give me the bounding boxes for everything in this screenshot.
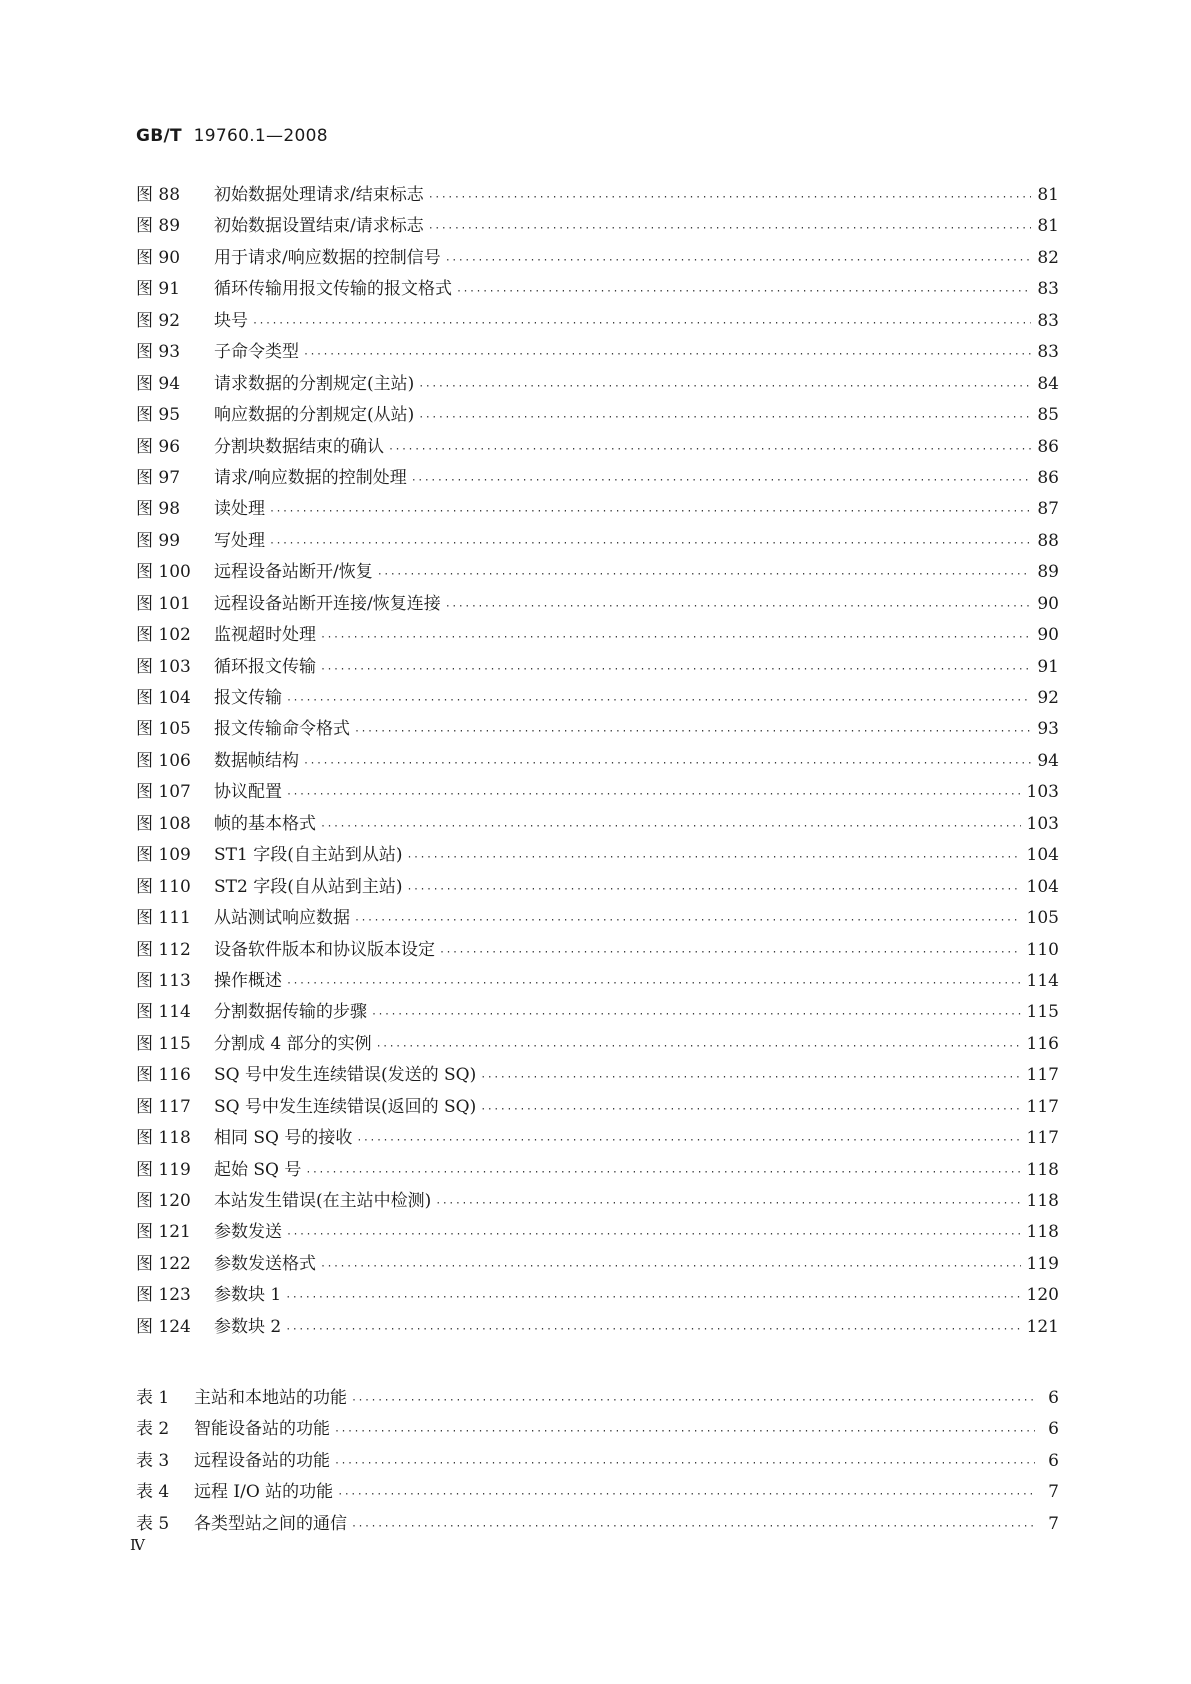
figure-entry[interactable]: [136, 274, 1059, 305]
figure-page: 90: [1037, 625, 1059, 646]
figure-title: 帧的基本格式: [214, 813, 316, 834]
figure-page: 92: [1037, 688, 1059, 708]
dot-leader: [286, 1219, 1021, 1250]
figure-page: 94: [1037, 750, 1059, 771]
figure-label: 图 119: [136, 1159, 191, 1180]
figure-title: SQ 号中发生连续错误(返回的 SQ): [214, 1096, 477, 1117]
figure-page: 91: [1037, 656, 1059, 677]
figure-label: 图 117: [136, 1096, 191, 1117]
dot-leader: [480, 1094, 1020, 1125]
figure-entry[interactable]: [136, 400, 1059, 431]
dot-leader: [428, 213, 1032, 244]
figure-entry[interactable]: [136, 1249, 1059, 1280]
figure-page: 83: [1037, 279, 1059, 300]
figure-title: 子命令类型: [214, 342, 299, 363]
figure-entry[interactable]: [136, 903, 1059, 934]
figure-title: 报文传输: [214, 688, 282, 708]
figure-label: 图 120: [136, 1191, 191, 1211]
figure-page: 117: [1026, 1096, 1059, 1117]
standard-number: 19760.1—2008: [193, 126, 328, 146]
figure-label: 图 88: [136, 185, 181, 205]
figure-entry[interactable]: [136, 211, 1059, 242]
figure-entry[interactable]: [136, 966, 1059, 997]
table-title: 各类型站之间的通信: [194, 1513, 347, 1534]
figure-title: 数据帧结构: [214, 750, 299, 771]
figure-title: 循环传输用报文传输的报文格式: [214, 279, 452, 300]
dot-leader: [334, 1416, 1035, 1447]
figure-entry[interactable]: [136, 809, 1059, 840]
figure-label: 图 94: [136, 373, 181, 394]
figure-label: 图 97: [136, 467, 181, 488]
figure-title: 参数块 2: [214, 1316, 282, 1337]
figure-label: 图 95: [136, 405, 181, 426]
document-header: [136, 126, 328, 146]
figure-entry[interactable]: [136, 935, 1059, 966]
figure-entry[interactable]: [136, 1312, 1059, 1343]
figure-label: 图 96: [136, 436, 181, 457]
figure-label: 图 89: [136, 216, 181, 237]
table-label: 表 1: [136, 1388, 170, 1408]
dot-leader: [418, 371, 1031, 402]
figure-title: 报文传输命令格式: [214, 719, 350, 740]
figure-label: 图 90: [136, 247, 181, 268]
dot-leader: [480, 1062, 1020, 1093]
dot-leader: [406, 842, 1020, 873]
figure-label: 图 98: [136, 499, 181, 520]
figure-page: 115: [1026, 1002, 1059, 1023]
dot-leader: [286, 685, 1031, 716]
dot-leader: [303, 748, 1031, 779]
figure-title: 设备软件版本和协议版本设定: [214, 939, 435, 960]
figure-label: 图 121: [136, 1222, 191, 1243]
figure-entry[interactable]: [136, 746, 1059, 777]
dot-leader: [354, 905, 1021, 936]
dot-leader: [252, 308, 1031, 339]
figure-label: 图 104: [136, 688, 191, 708]
figure-title: 远程设备站断开连接/恢复连接: [214, 593, 441, 614]
figure-entry[interactable]: [136, 369, 1059, 400]
figure-page: 104: [1026, 876, 1059, 897]
figure-title: 分割块数据结束的确认: [214, 436, 384, 457]
figure-entry[interactable]: [136, 1060, 1059, 1091]
dot-leader: [445, 591, 1032, 622]
figure-entry[interactable]: [136, 872, 1059, 903]
figure-entry[interactable]: [136, 1155, 1059, 1186]
figure-title: 分割数据传输的步骤: [214, 1002, 367, 1023]
figure-title: 读处理: [214, 499, 265, 520]
table-page: 6: [1048, 1419, 1059, 1440]
figure-page: 86: [1037, 436, 1059, 457]
figure-entry[interactable]: [136, 306, 1059, 337]
figure-page: 110: [1026, 939, 1059, 960]
figure-page: 118: [1026, 1222, 1059, 1243]
figure-page: 117: [1026, 1128, 1059, 1149]
dot-leader: [377, 559, 1032, 590]
dot-leader: [439, 937, 1021, 968]
figure-page: 118: [1026, 1191, 1059, 1211]
figure-entry[interactable]: [136, 589, 1059, 620]
figure-page: 89: [1037, 562, 1059, 583]
table-title: 远程 I/O 站的功能: [194, 1482, 334, 1503]
figure-title: 用于请求/响应数据的控制信号: [214, 247, 441, 268]
table-list: [136, 1383, 1059, 1540]
table-entry[interactable]: [136, 1383, 1059, 1414]
figure-entry[interactable]: [136, 1217, 1059, 1248]
figure-label: 图 109: [136, 845, 191, 866]
dot-leader: [435, 1188, 1020, 1219]
figure-title: 分割成 4 部分的实例: [214, 1033, 372, 1054]
figure-title: 请求/响应数据的控制处理: [214, 467, 407, 488]
figure-title: 参数发送格式: [214, 1253, 316, 1274]
figure-title: 写处理: [214, 530, 265, 551]
dot-leader: [351, 1385, 1035, 1416]
standard-code: GB/T: [136, 126, 182, 146]
figure-page: 83: [1037, 310, 1059, 331]
figure-label: 图 106: [136, 750, 191, 771]
figure-page: 82: [1037, 247, 1059, 268]
dot-leader: [320, 811, 1021, 842]
dot-leader: [269, 496, 1031, 527]
figure-label: 图 100: [136, 562, 191, 583]
dot-leader: [406, 874, 1020, 905]
figure-label: 图 113: [136, 970, 191, 991]
table-title: 远程设备站的功能: [194, 1450, 330, 1471]
figure-page: 118: [1026, 1159, 1059, 1180]
figure-title: 参数发送: [214, 1222, 282, 1243]
dot-leader: [286, 968, 1021, 999]
figure-label: 图 93: [136, 342, 181, 363]
figure-entry[interactable]: [136, 1186, 1059, 1217]
figure-label: 图 92: [136, 310, 181, 331]
dot-leader: [411, 465, 1032, 496]
figure-page: 116: [1026, 1033, 1059, 1054]
figure-label: 图 103: [136, 656, 191, 677]
figure-page: 114: [1026, 970, 1059, 991]
figure-title: 远程设备站断开/恢复: [214, 562, 373, 583]
figure-label: 图 108: [136, 813, 191, 834]
dot-leader: [418, 402, 1031, 433]
figure-entry[interactable]: [136, 714, 1059, 745]
figure-entry[interactable]: [136, 1029, 1059, 1060]
figure-title: SQ 号中发生连续错误(发送的 SQ): [214, 1065, 477, 1086]
figure-page: 90: [1037, 593, 1059, 614]
dot-leader: [285, 1314, 1020, 1345]
figure-entry[interactable]: [136, 494, 1059, 525]
figure-page: 120: [1026, 1285, 1059, 1306]
figure-title: 块号: [214, 310, 248, 331]
dot-leader: [356, 1125, 1020, 1156]
figure-label: 图 99: [136, 530, 181, 551]
figure-label: 图 112: [136, 939, 191, 960]
table-entry[interactable]: [136, 1414, 1059, 1445]
figure-page: 81: [1037, 185, 1059, 205]
figure-page: 86: [1037, 467, 1059, 488]
dot-leader: [445, 245, 1032, 276]
dot-leader: [334, 1448, 1035, 1479]
figure-entry[interactable]: [136, 1123, 1059, 1154]
table-entry[interactable]: [136, 1509, 1059, 1540]
figure-entry[interactable]: [136, 526, 1059, 557]
figure-label: 图 101: [136, 593, 191, 614]
figure-page: 93: [1037, 719, 1059, 740]
figure-title: 循环报文传输: [214, 656, 316, 677]
table-label: 表 2: [136, 1419, 170, 1440]
figure-page: 117: [1026, 1065, 1059, 1086]
figure-label: 图 110: [136, 876, 191, 897]
figure-label: 图 115: [136, 1033, 191, 1054]
table-label: 表 5: [136, 1513, 170, 1534]
figure-page: 84: [1037, 373, 1059, 394]
figure-page: 85: [1037, 405, 1059, 426]
dot-leader: [305, 1157, 1020, 1188]
figure-title: 请求数据的分割规定(主站): [214, 373, 415, 394]
figure-page: 105: [1026, 908, 1059, 929]
dot-leader: [388, 434, 1031, 465]
dot-leader: [456, 276, 1031, 307]
figure-title: 本站发生错误(在主站中检测): [214, 1191, 432, 1211]
figure-page: 88: [1037, 530, 1059, 551]
figure-label: 图 105: [136, 719, 191, 740]
figure-entry[interactable]: [136, 180, 1059, 211]
figure-label: 图 114: [136, 1002, 191, 1023]
figure-page: 121: [1026, 1316, 1059, 1337]
table-page: 6: [1048, 1388, 1059, 1408]
dot-leader: [269, 528, 1031, 559]
table-label: 表 3: [136, 1450, 170, 1471]
figure-title: 响应数据的分割规定(从站): [214, 405, 415, 426]
figure-entry[interactable]: [136, 557, 1059, 588]
dot-leader: [320, 622, 1031, 653]
figure-page: 103: [1026, 782, 1059, 803]
figure-entry[interactable]: [136, 997, 1059, 1028]
figure-entry[interactable]: [136, 1092, 1059, 1123]
figure-entry[interactable]: [136, 1280, 1059, 1311]
figure-page: 81: [1037, 216, 1059, 237]
dot-leader: [286, 779, 1021, 810]
dot-leader: [371, 999, 1021, 1030]
table-page: 7: [1048, 1482, 1059, 1503]
figure-title: 初始数据处理请求/结束标志: [214, 185, 424, 205]
dot-leader: [303, 339, 1031, 370]
figure-entry[interactable]: [136, 620, 1059, 651]
table-page: 7: [1048, 1513, 1059, 1534]
figure-page: 119: [1026, 1253, 1059, 1274]
figure-title: ST1 字段(自主站到从站): [214, 845, 403, 866]
table-entry[interactable]: [136, 1477, 1059, 1508]
dot-leader: [428, 182, 1032, 213]
figure-entry[interactable]: [136, 652, 1059, 683]
dot-leader: [337, 1479, 1035, 1510]
figure-page: 103: [1026, 813, 1059, 834]
figure-title: 协议配置: [214, 782, 282, 803]
figure-entry[interactable]: [136, 337, 1059, 368]
dot-leader: [320, 654, 1031, 685]
figure-label: 图 123: [136, 1285, 191, 1306]
figure-title: 参数块 1: [214, 1285, 282, 1306]
dot-leader: [376, 1031, 1021, 1062]
table-title: 智能设备站的功能: [194, 1419, 330, 1440]
figure-title: 操作概述: [214, 970, 282, 991]
figure-label: 图 91: [136, 279, 181, 300]
figure-title: ST2 字段(自从站到主站): [214, 876, 403, 897]
table-label: 表 4: [136, 1482, 170, 1503]
figure-title: 监视超时处理: [214, 625, 316, 646]
figure-entry[interactable]: [136, 840, 1059, 871]
figure-title: 初始数据设置结束/请求标志: [214, 216, 424, 237]
figure-entry[interactable]: [136, 683, 1059, 714]
figure-label: 图 124: [136, 1316, 191, 1337]
dot-leader: [351, 1511, 1035, 1542]
figure-entry[interactable]: [136, 777, 1059, 808]
table-title: 主站和本地站的功能: [194, 1388, 347, 1408]
dot-leader: [285, 1282, 1020, 1313]
figure-label: 图 107: [136, 782, 191, 803]
figure-label: 图 102: [136, 625, 191, 646]
dot-leader: [320, 1251, 1021, 1282]
dot-leader: [354, 716, 1031, 747]
figure-entry[interactable]: [136, 243, 1059, 274]
figure-label: 图 116: [136, 1065, 191, 1086]
table-page: 6: [1048, 1450, 1059, 1471]
figure-entry[interactable]: [136, 432, 1059, 463]
figure-page: 83: [1037, 342, 1059, 363]
figure-page: 104: [1026, 845, 1059, 866]
figure-label: 图 122: [136, 1253, 191, 1274]
figure-title: 从站测试响应数据: [214, 908, 350, 929]
figure-label: 图 118: [136, 1128, 191, 1149]
figure-entry[interactable]: [136, 463, 1059, 494]
figure-list: [136, 180, 1059, 1343]
figure-title: 起始 SQ 号: [214, 1159, 302, 1180]
figure-title: 相同 SQ 号的接收: [214, 1128, 353, 1149]
figure-label: 图 111: [136, 908, 191, 929]
table-entry[interactable]: [136, 1446, 1059, 1477]
page-number: Ⅳ: [130, 1536, 145, 1554]
figure-page: 87: [1037, 499, 1059, 520]
